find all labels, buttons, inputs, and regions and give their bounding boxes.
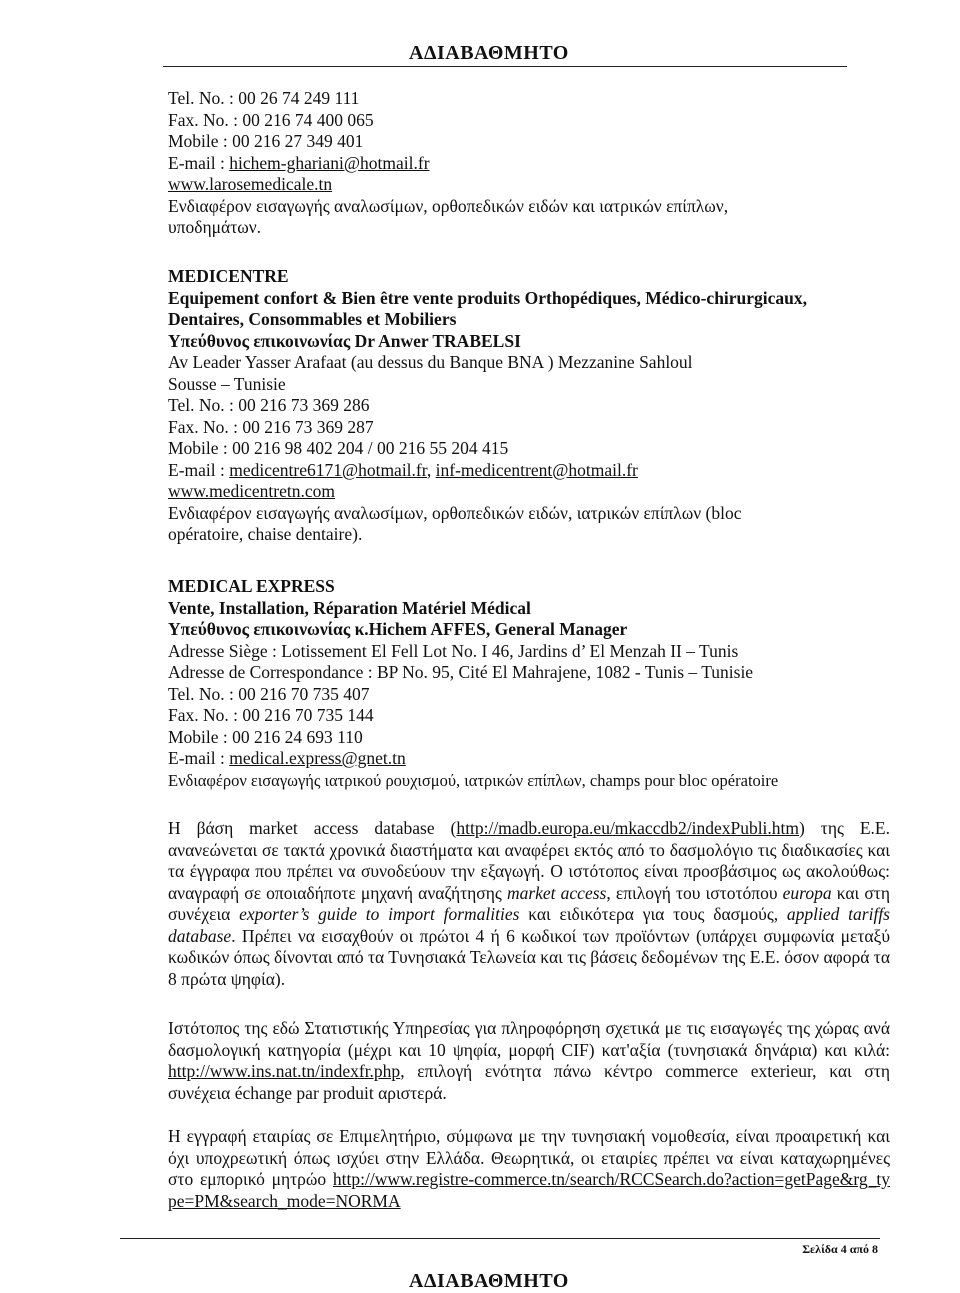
company-2-block [168,266,898,546]
email-separator: , [426,459,436,480]
company-2-email-line [168,460,898,482]
company-2-description-line-2: Dentaires, Consommables et Mobiliers [168,309,457,329]
company-3-interest: Ενδιαφέρον εισαγωγής ιατρικού ρουχισμού, ιατρικών επίπλων, champs pour bloc opératoire [168,770,779,790]
page-number: Σελίδα 4 από 8 [802,1242,878,1256]
paragraph-statistics [168,1018,890,1104]
italic-span: applied tariffs database [168,904,890,946]
footer-rule [120,1238,880,1239]
text-span: . Πρέπει να εισαχθούν οι πρώτοι 4 ή 6 κωδικοί των προϊόντων (υπάρχει συμφωνία μεταξύ κωδικών όπως δίνονται από τα Τυνησιακά Τελωνεία και τις βάσεις δεδομένων της Ε.Ε. όσον αφορά τα 8 πρώτα ψηφία). [168,925,890,989]
company-3-name: MEDICAL EXPRESS [168,576,335,596]
company-2-description-line-1: Equipement confort & Bien être vente produits Orthopédiques, Médico-chirurgicaux, [168,287,808,308]
company-2-mobile: Mobile : 00 216 98 402 204 / 00 216 55 204 415 [168,438,509,458]
company-3-tel: Tel. No. : 00 216 70 735 407 [168,683,370,704]
text-span: , επιλογή ενότητα πάνω κέντρο commerce exterieur, και στη συνέχεια échange par produit αριστερά. [168,1061,890,1103]
footer-title: ΑΔΙΑΒΑΘΜΗΤΟ [409,1270,569,1292]
company-2-address: Av Leader Yasser Arafaat (au dessus du Banque BNA ) Mezzanine Sahloul [168,352,693,372]
company-2-fax: Fax. No. : 00 216 73 369 287 [168,416,374,437]
header-rule [163,66,847,67]
company-3-email-line [168,748,898,770]
company-2-interest-line-1: Ενδιαφέρον εισαγωγής αναλωσίμων, ορθοπεδικών ειδών, ιατρικών επίπλων (bloc [168,502,742,523]
company-2-tel: Tel. No. : 00 216 73 369 286 [168,395,370,415]
company-3-address-line-2: Adresse de Correspondance : BP No. 95, Cité El Mahrajene, 1082 - Tunis – Tunisie [168,662,754,682]
company-1-email-link[interactable]: hichem-ghariani@hotmail.fr [229,152,430,173]
italic-span: market access [506,882,607,903]
company-2-interest-line-2: opératoire, chaise dentaire). [168,524,363,544]
madb-link[interactable]: http://madb.europa.eu/mkaccdb2/indexPubli.htm [456,818,800,838]
text-span: Η εγγραφή εταιρίας σε Επιμελητήριο, σύμφωνα με την τυνησιακή νομοθεσία, είναι προαιρετική και όχι υποχρεωτική όπως ισχύει στην Ελλάδα. Θεωρητικά, οι εταιρίες πρέπει να είναι καταχωρημένες στο εμπορικό μητρώο [168,1126,890,1189]
ins-link[interactable]: http://www.ins.nat.tn/indexfr.php [168,1061,401,1081]
company-3-block [168,576,898,791]
company-2-contact: Υπεύθυνος επικοινωνίας Dr Anwer TRABELSI [168,330,521,351]
company-1-interest-line-2: υποδημάτων. [168,217,262,237]
email-label: E-mail : [168,748,230,768]
company-2-email-link-1[interactable]: medicentre6171@hotmail.fr [229,459,427,480]
text-span: και ειδικότερα για τους δασμούς, [519,904,787,924]
registre-commerce-link[interactable]: http://www.registre-commerce.tn/search/RCCSearch.do?action=getPage&rg_type=PM&search_mode=NORMA [168,1169,890,1211]
italic-span: exporter’s guide to import formalities [239,904,520,924]
text-span: Ιστότοπος της εδώ Στατιστικής Υπηρεσίας για πληροφόρηση σχετικά με τις εισαγωγές της χώρας ανά δασμολογική κατηγορία (μέχρι και 10 ψηφία, μορφή CIF) κατ'αξία (τυνησιακά δηνάρια) και κιλά: [168,1018,890,1060]
company-3-fax: Fax. No. : 00 216 70 735 144 [168,705,374,725]
company-3-description: Vente, Installation, Réparation Matériel Médical [168,597,531,618]
company-3-mobile: Mobile : 00 216 24 693 110 [168,726,363,747]
company-2-name: MEDICENTRE [168,266,289,286]
header-title: ΑΔΙΑΒΑΘΜΗΤΟ [409,42,569,64]
company-1-interest-line-1: Ενδιαφέρον εισαγωγής αναλωσίμων, ορθοπεδικών ειδών και ιατρικών επίπλων, [168,195,729,216]
company-3-contact: Υπεύθυνος επικοινωνίας κ.Hichem AFFES, General Manager [168,619,628,639]
company-1-tel: Tel. No. : 00 26 74 249 111 [168,88,360,108]
company-1-mobile: Mobile : 00 216 27 349 401 [168,131,364,151]
company-3-address-line-1: Adresse Siège : Lotissement El Fell Lot No. I 46, Jardins d’ El Menzah II – Tunis [168,640,739,661]
paragraph-registry [168,1126,890,1212]
text-span: ) της Ε.Ε. ανανεώνεται σε τακτά χρονικά διαστήματα και αναφέρει εκτός από το δασμολόγιο τις διαδικασίες και τα έγγραφα που πρέπει να συνοδεύουν την εξαγωγή. Ο ιστότοπος είναι προσβάσιμος ως ακολούθως: αναγραφή σε οποιαδήποτε μηχανή αναζήτησης [168,818,890,903]
text-span: και στη συνέχεια [168,882,890,924]
company-2-city: Sousse – Tunisie [168,373,286,394]
paragraph-market-access [168,818,890,990]
company-2-email-link-2[interactable]: inf-medicentrent@hotmail.fr [435,459,638,480]
company-1-email-line [168,153,898,175]
text-span: , επιλογή του ιστοτόπου [606,882,783,903]
company-2-website-link[interactable]: www.medicentretn.com [168,481,336,501]
company-3-email-link[interactable]: medical.express@gnet.tn [229,748,406,768]
italic-span: europa [782,882,832,903]
company-1-block [168,88,898,239]
email-label: E-mail : [168,459,230,480]
company-1-fax: Fax. No. : 00 216 74 400 065 [168,109,374,130]
text-span: Η βάση market access database ( [168,818,457,838]
email-label: E-mail : [168,152,230,173]
company-1-website-link[interactable]: www.larosemedicale.tn [168,174,333,194]
